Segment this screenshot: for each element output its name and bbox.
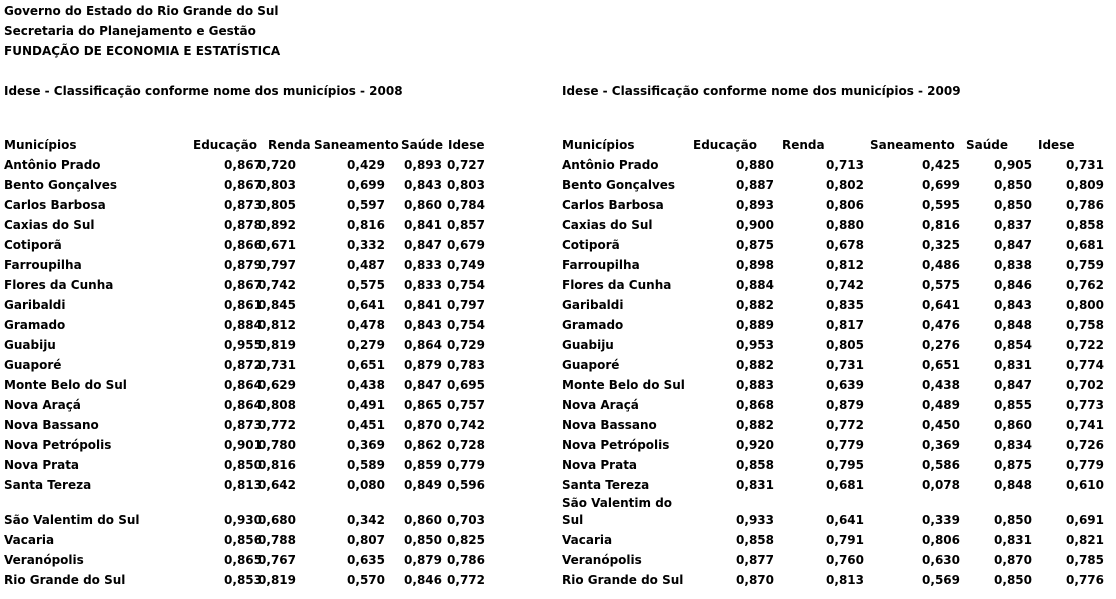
cell-saude: 0,864 xyxy=(404,338,442,352)
cell-saneamento: 0,491 xyxy=(347,398,385,412)
cell-educacao: 0,853 xyxy=(224,573,262,587)
cell-renda: 0,819 xyxy=(258,573,296,587)
cell-saude: 0,848 xyxy=(994,318,1032,332)
cell-saneamento: 0,630 xyxy=(922,553,960,567)
cell-saude: 0,834 xyxy=(994,438,1032,452)
cell-educacao: 0,900 xyxy=(736,218,774,232)
cell-educacao: 0,867 xyxy=(224,278,262,292)
cell-idese: 0,785 xyxy=(1066,553,1104,567)
cell-municipio: Garibaldi xyxy=(562,298,624,312)
cell-saneamento: 0,635 xyxy=(347,553,385,567)
column-header-idese: Idese xyxy=(448,138,485,152)
cell-idese: 0,695 xyxy=(447,378,485,392)
cell-educacao: 0,866 xyxy=(224,238,262,252)
cell-saude: 0,870 xyxy=(404,418,442,432)
cell-saude: 0,843 xyxy=(404,318,442,332)
cell-idese: 0,774 xyxy=(1066,358,1104,372)
cell-renda: 0,795 xyxy=(826,458,864,472)
cell-idese: 0,784 xyxy=(447,198,485,212)
cell-municipio: São Valentim do Sul xyxy=(562,496,673,527)
cell-municipio: Monte Belo do Sul xyxy=(562,378,685,392)
cell-saude: 0,854 xyxy=(994,338,1032,352)
cell-municipio: Carlos Barbosa xyxy=(562,198,664,212)
cell-educacao: 0,880 xyxy=(736,158,774,172)
cell-municipio: Nova Prata xyxy=(562,458,638,472)
cell-municipio: Gramado xyxy=(4,318,66,332)
cell-renda: 0,713 xyxy=(826,158,864,172)
column-header-educacao: Educação xyxy=(193,138,257,152)
cell-renda: 0,805 xyxy=(258,198,296,212)
cell-saneamento: 0,816 xyxy=(347,218,385,232)
cell-renda: 0,880 xyxy=(826,218,864,232)
column-header-municipio: Municípios xyxy=(4,138,77,152)
cell-saneamento: 0,332 xyxy=(347,238,385,252)
cell-saneamento: 0,641 xyxy=(347,298,385,312)
cell-educacao: 0,813 xyxy=(224,478,262,492)
cell-educacao: 0,867 xyxy=(224,158,262,172)
header-foundation: FUNDAÇÃO DE ECONOMIA E ESTATÍSTICA xyxy=(4,44,281,58)
cell-renda: 0,845 xyxy=(258,298,296,312)
cell-educacao: 0,889 xyxy=(736,318,774,332)
cell-educacao: 0,955 xyxy=(224,338,262,352)
cell-idese: 0,681 xyxy=(1066,238,1104,252)
cell-municipio: Carlos Barbosa xyxy=(4,198,106,212)
column-header-educacao: Educação xyxy=(693,138,757,152)
cell-municipio: Cotiporã xyxy=(4,238,62,252)
cell-saneamento: 0,478 xyxy=(347,318,385,332)
cell-saneamento: 0,570 xyxy=(347,573,385,587)
cell-renda: 0,791 xyxy=(826,533,864,547)
cell-municipio: Guabiju xyxy=(562,338,614,352)
cell-renda: 0,639 xyxy=(826,378,864,392)
cell-municipio: Bento Gonçalves xyxy=(4,178,118,192)
cell-saude: 0,879 xyxy=(404,553,442,567)
cell-saude: 0,838 xyxy=(994,258,1032,272)
cell-saude: 0,865 xyxy=(404,398,442,412)
cell-educacao: 0,875 xyxy=(736,238,774,252)
cell-municipio: Nova Araçá xyxy=(562,398,639,412)
cell-municipio: Nova Petrópolis xyxy=(4,438,112,452)
cell-municipio: Flores da Cunha xyxy=(4,278,114,292)
cell-saneamento: 0,486 xyxy=(922,258,960,272)
cell-idese: 0,776 xyxy=(1066,573,1104,587)
column-header-saude: Saúde xyxy=(401,138,444,152)
cell-municipio: Antônio Prado xyxy=(562,158,659,172)
cell-idese: 0,758 xyxy=(1066,318,1104,332)
cell-idese: 0,783 xyxy=(447,358,485,372)
cell-municipio: Nova Bassano xyxy=(562,418,657,432)
cell-renda: 0,678 xyxy=(826,238,864,252)
cell-saneamento: 0,276 xyxy=(922,338,960,352)
cell-educacao: 0,873 xyxy=(224,198,262,212)
cell-saneamento: 0,807 xyxy=(347,533,385,547)
cell-educacao: 0,879 xyxy=(224,258,262,272)
cell-saneamento: 0,489 xyxy=(922,398,960,412)
cell-renda: 0,641 xyxy=(826,513,864,527)
table-2008-title: Idese - Classificação conforme nome dos municípios - 2008 xyxy=(4,84,403,98)
cell-educacao: 0,878 xyxy=(224,218,262,232)
cell-educacao: 0,831 xyxy=(736,478,774,492)
cell-renda: 0,629 xyxy=(258,378,296,392)
cell-renda: 0,806 xyxy=(826,198,864,212)
cell-educacao: 0,898 xyxy=(736,258,774,272)
cell-educacao: 0,930 xyxy=(224,513,262,527)
column-header-renda: Renda xyxy=(782,138,825,152)
cell-renda: 0,671 xyxy=(258,238,296,252)
cell-saneamento: 0,369 xyxy=(347,438,385,452)
cell-idese: 0,772 xyxy=(447,573,485,587)
cell-saude: 0,855 xyxy=(994,398,1032,412)
cell-educacao: 0,920 xyxy=(736,438,774,452)
cell-municipio: Cotiporã xyxy=(562,238,620,252)
cell-renda: 0,760 xyxy=(826,553,864,567)
cell-idese: 0,797 xyxy=(447,298,485,312)
cell-saneamento: 0,575 xyxy=(922,278,960,292)
cell-renda: 0,779 xyxy=(826,438,864,452)
cell-saude: 0,831 xyxy=(994,358,1032,372)
cell-idese: 0,679 xyxy=(447,238,485,252)
cell-saude: 0,850 xyxy=(994,513,1032,527)
cell-saneamento: 0,569 xyxy=(922,573,960,587)
column-header-renda: Renda xyxy=(268,138,311,152)
cell-municipio: Veranópolis xyxy=(4,553,84,567)
cell-renda: 0,808 xyxy=(258,398,296,412)
cell-saude: 0,833 xyxy=(404,278,442,292)
cell-idese: 0,821 xyxy=(1066,533,1104,547)
cell-renda: 0,802 xyxy=(826,178,864,192)
cell-municipio: Nova Araçá xyxy=(4,398,81,412)
cell-educacao: 0,882 xyxy=(736,418,774,432)
cell-renda: 0,742 xyxy=(258,278,296,292)
cell-saude: 0,893 xyxy=(404,158,442,172)
cell-educacao: 0,865 xyxy=(224,553,262,567)
cell-renda: 0,797 xyxy=(258,258,296,272)
cell-municipio: Nova Bassano xyxy=(4,418,99,432)
cell-idese: 0,786 xyxy=(1066,198,1104,212)
cell-saude: 0,847 xyxy=(994,238,1032,252)
cell-idese: 0,858 xyxy=(1066,218,1104,232)
cell-saneamento: 0,438 xyxy=(347,378,385,392)
cell-renda: 0,780 xyxy=(258,438,296,452)
cell-saneamento: 0,451 xyxy=(347,418,385,432)
cell-saneamento: 0,586 xyxy=(922,458,960,472)
cell-idese: 0,749 xyxy=(447,258,485,272)
cell-saude: 0,875 xyxy=(994,458,1032,472)
cell-municipio: Caxias do Sul xyxy=(562,218,653,232)
cell-idese: 0,809 xyxy=(1066,178,1104,192)
cell-saude: 0,847 xyxy=(404,238,442,252)
cell-saneamento: 0,641 xyxy=(922,298,960,312)
header-government: Governo do Estado do Rio Grande do Sul xyxy=(4,4,279,18)
cell-saude: 0,841 xyxy=(404,218,442,232)
cell-idese: 0,729 xyxy=(447,338,485,352)
cell-saude: 0,850 xyxy=(994,198,1032,212)
cell-renda: 0,680 xyxy=(258,513,296,527)
column-header-saneamento: Saneamento xyxy=(314,138,399,152)
cell-saude: 0,849 xyxy=(404,478,442,492)
cell-renda: 0,772 xyxy=(826,418,864,432)
cell-saude: 0,847 xyxy=(994,378,1032,392)
cell-idese: 0,727 xyxy=(447,158,485,172)
cell-educacao: 0,882 xyxy=(736,298,774,312)
cell-idese: 0,596 xyxy=(447,478,485,492)
table-2009-title: Idese - Classificação conforme nome dos municípios - 2009 xyxy=(562,84,961,98)
cell-educacao: 0,933 xyxy=(736,513,774,527)
cell-educacao: 0,884 xyxy=(224,318,262,332)
column-header-saneamento: Saneamento xyxy=(870,138,955,152)
cell-renda: 0,816 xyxy=(258,458,296,472)
cell-municipio: Nova Prata xyxy=(4,458,80,472)
cell-renda: 0,835 xyxy=(826,298,864,312)
cell-educacao: 0,884 xyxy=(736,278,774,292)
cell-renda: 0,772 xyxy=(258,418,296,432)
cell-saude: 0,843 xyxy=(994,298,1032,312)
cell-educacao: 0,882 xyxy=(736,358,774,372)
cell-idese: 0,825 xyxy=(447,533,485,547)
cell-educacao: 0,901 xyxy=(224,438,262,452)
cell-saneamento: 0,279 xyxy=(347,338,385,352)
cell-saude: 0,862 xyxy=(404,438,442,452)
cell-saude: 0,870 xyxy=(994,553,1032,567)
cell-saude: 0,841 xyxy=(404,298,442,312)
cell-municipio: Rio Grande do Sul xyxy=(4,573,126,587)
cell-saude: 0,905 xyxy=(994,158,1032,172)
header-secretariat: Secretaria do Planejamento e Gestão xyxy=(4,24,256,38)
cell-municipio: Guabiju xyxy=(4,338,56,352)
cell-idese: 0,759 xyxy=(1066,258,1104,272)
cell-municipio: Bento Gonçalves xyxy=(562,178,676,192)
cell-renda: 0,892 xyxy=(258,218,296,232)
cell-saneamento: 0,699 xyxy=(347,178,385,192)
cell-renda: 0,720 xyxy=(258,158,296,172)
cell-educacao: 0,883 xyxy=(736,378,774,392)
cell-saneamento: 0,369 xyxy=(922,438,960,452)
cell-educacao: 0,872 xyxy=(224,358,262,372)
cell-idese: 0,762 xyxy=(1066,278,1104,292)
cell-renda: 0,788 xyxy=(258,533,296,547)
cell-educacao: 0,864 xyxy=(224,378,262,392)
cell-educacao: 0,868 xyxy=(736,398,774,412)
cell-municipio: Vacaria xyxy=(562,533,613,547)
cell-idese: 0,742 xyxy=(447,418,485,432)
cell-renda: 0,817 xyxy=(826,318,864,332)
cell-saude: 0,847 xyxy=(404,378,442,392)
cell-saude: 0,843 xyxy=(404,178,442,192)
cell-educacao: 0,850 xyxy=(224,458,262,472)
cell-idese: 0,803 xyxy=(447,178,485,192)
cell-saude: 0,848 xyxy=(994,478,1032,492)
cell-saneamento: 0,575 xyxy=(347,278,385,292)
cell-renda: 0,742 xyxy=(826,278,864,292)
cell-saude: 0,833 xyxy=(404,258,442,272)
cell-educacao: 0,864 xyxy=(224,398,262,412)
cell-saneamento: 0,651 xyxy=(347,358,385,372)
cell-educacao: 0,858 xyxy=(736,458,774,472)
column-header-municipio: Municípios xyxy=(562,138,635,152)
cell-municipio: Santa Tereza xyxy=(4,478,92,492)
cell-idese: 0,741 xyxy=(1066,418,1104,432)
cell-saneamento: 0,476 xyxy=(922,318,960,332)
cell-idese: 0,702 xyxy=(1066,378,1104,392)
cell-saude: 0,850 xyxy=(994,573,1032,587)
cell-saneamento: 0,816 xyxy=(922,218,960,232)
cell-municipio: Monte Belo do Sul xyxy=(4,378,127,392)
cell-renda: 0,731 xyxy=(826,358,864,372)
cell-idese: 0,610 xyxy=(1066,478,1104,492)
cell-saneamento: 0,699 xyxy=(922,178,960,192)
cell-municipio: Garibaldi xyxy=(4,298,66,312)
cell-educacao: 0,867 xyxy=(224,178,262,192)
column-header-idese: Idese xyxy=(1038,138,1075,152)
cell-saneamento: 0,339 xyxy=(922,513,960,527)
cell-municipio: Vacaria xyxy=(4,533,55,547)
cell-municipio: Santa Tereza xyxy=(562,478,650,492)
cell-educacao: 0,858 xyxy=(736,533,774,547)
cell-educacao: 0,861 xyxy=(224,298,262,312)
cell-educacao: 0,873 xyxy=(224,418,262,432)
cell-renda: 0,819 xyxy=(258,338,296,352)
cell-idese: 0,779 xyxy=(447,458,485,472)
cell-saneamento: 0,651 xyxy=(922,358,960,372)
cell-saneamento: 0,080 xyxy=(347,478,385,492)
cell-municipio: São Valentim do Sul xyxy=(4,513,140,527)
cell-saneamento: 0,078 xyxy=(922,478,960,492)
cell-renda: 0,805 xyxy=(826,338,864,352)
cell-saneamento: 0,429 xyxy=(347,158,385,172)
cell-educacao: 0,856 xyxy=(224,533,262,547)
cell-municipio: Veranópolis xyxy=(562,553,642,567)
cell-idese: 0,757 xyxy=(447,398,485,412)
cell-saude: 0,860 xyxy=(404,513,442,527)
cell-idese: 0,773 xyxy=(1066,398,1104,412)
cell-saude: 0,859 xyxy=(404,458,442,472)
cell-idese: 0,786 xyxy=(447,553,485,567)
cell-saude: 0,850 xyxy=(994,178,1032,192)
cell-municipio: Gramado xyxy=(562,318,624,332)
cell-educacao: 0,877 xyxy=(736,553,774,567)
cell-idese: 0,731 xyxy=(1066,158,1104,172)
cell-renda: 0,803 xyxy=(258,178,296,192)
cell-saneamento: 0,487 xyxy=(347,258,385,272)
cell-saude: 0,837 xyxy=(994,218,1032,232)
cell-renda: 0,812 xyxy=(826,258,864,272)
cell-saude: 0,846 xyxy=(994,278,1032,292)
cell-municipio: Farroupilha xyxy=(562,258,640,272)
cell-municipio: Nova Petrópolis xyxy=(562,438,670,452)
cell-educacao: 0,870 xyxy=(736,573,774,587)
cell-municipio: Rio Grande do Sul xyxy=(562,573,684,587)
cell-municipio: Caxias do Sul xyxy=(4,218,95,232)
cell-saneamento: 0,595 xyxy=(922,198,960,212)
cell-saude: 0,860 xyxy=(994,418,1032,432)
cell-saneamento: 0,325 xyxy=(922,238,960,252)
cell-saude: 0,846 xyxy=(404,573,442,587)
cell-educacao: 0,953 xyxy=(736,338,774,352)
cell-saneamento: 0,589 xyxy=(347,458,385,472)
cell-municipio: Guaporé xyxy=(4,358,62,372)
cell-idese: 0,703 xyxy=(447,513,485,527)
cell-saude: 0,831 xyxy=(994,533,1032,547)
cell-idese: 0,726 xyxy=(1066,438,1104,452)
cell-municipio: Flores da Cunha xyxy=(562,278,672,292)
cell-renda: 0,731 xyxy=(258,358,296,372)
cell-municipio: Antônio Prado xyxy=(4,158,101,172)
cell-saneamento: 0,597 xyxy=(347,198,385,212)
cell-municipio: Farroupilha xyxy=(4,258,82,272)
cell-idese: 0,691 xyxy=(1066,513,1104,527)
cell-renda: 0,813 xyxy=(826,573,864,587)
column-header-saude: Saúde xyxy=(966,138,1009,152)
cell-saneamento: 0,806 xyxy=(922,533,960,547)
cell-saneamento: 0,438 xyxy=(922,378,960,392)
cell-idese: 0,754 xyxy=(447,318,485,332)
cell-saude: 0,850 xyxy=(404,533,442,547)
cell-renda: 0,767 xyxy=(258,553,296,567)
cell-educacao: 0,893 xyxy=(736,198,774,212)
cell-idese: 0,779 xyxy=(1066,458,1104,472)
cell-saneamento: 0,342 xyxy=(347,513,385,527)
cell-municipio: Guaporé xyxy=(562,358,620,372)
cell-idese: 0,728 xyxy=(447,438,485,452)
cell-renda: 0,812 xyxy=(258,318,296,332)
cell-renda: 0,879 xyxy=(826,398,864,412)
cell-idese: 0,722 xyxy=(1066,338,1104,352)
cell-renda: 0,681 xyxy=(826,478,864,492)
cell-educacao: 0,887 xyxy=(736,178,774,192)
cell-saneamento: 0,450 xyxy=(922,418,960,432)
cell-saneamento: 0,425 xyxy=(922,158,960,172)
cell-idese: 0,800 xyxy=(1066,298,1104,312)
cell-saude: 0,860 xyxy=(404,198,442,212)
cell-renda: 0,642 xyxy=(258,478,296,492)
cell-idese: 0,754 xyxy=(447,278,485,292)
cell-saude: 0,879 xyxy=(404,358,442,372)
cell-idese: 0,857 xyxy=(447,218,485,232)
